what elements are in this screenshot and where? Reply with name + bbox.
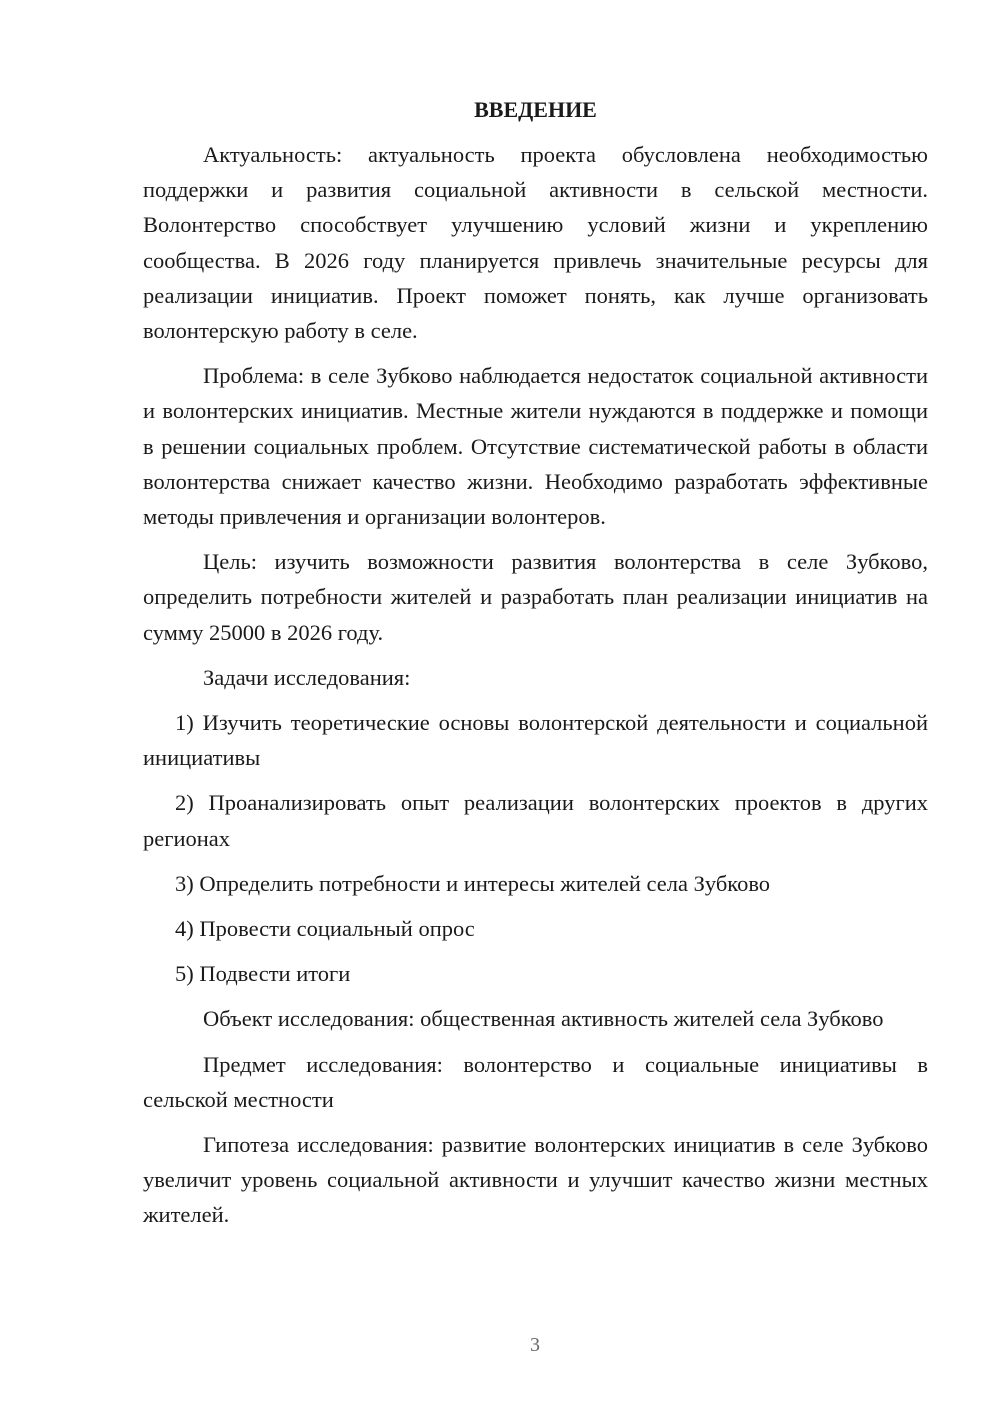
document-page [143,92,928,1243]
relevance-paragraph: Актуальность: актуальность проекта обусловлена необходимостью поддержки и развития социальной активности в сельской местности. Волонтерство способствует улучшению условий жизни и укреплению сообщества. В 2026 году планируется привлечь значительные ресурсы для реализации инициатив. Проект поможет понять, как лучше организовать волонтерскую работу в селе. [143,142,928,344]
task-item-2: 2) Проанализировать опыт реализации волонтерских проектов в других регионах [143,790,928,851]
hypothesis-paragraph: Гипотеза исследования: развитие волонтерских инициатив в селе Зубково увеличит уровень социальной активности и улучшит качество жизни местных жителей. [143,1132,928,1228]
task-item-1: 1) Изучить теоретические основы волонтерской деятельности и социальной инициативы [143,710,928,771]
tasks-title: Задачи исследования: [203,664,411,690]
problem-paragraph: Проблема: в селе Зубково наблюдается недостаток социальной активности и волонтерских инициатив. Местные жители нуждаются в поддержке и помощи в решении социальных проблем. Отсутствие систематической работы в области волонтерства снижает качество жизни. Необходимо разработать эффективные методы привлечения и организации волонтеров. [143,363,928,530]
task-item-4: 4) Провести социальный опрос [175,916,475,942]
tasks-list [143,705,928,991]
page-number: 3 [530,1334,540,1356]
object-paragraph: Объект исследования: общественная активность жителей села Зубково [203,1006,884,1032]
goal-paragraph: Цель: изучить возможности развития волонтерства в селе Зубково, определить потребности жителей и разработать план реализации инициатив на сумму 25000 в 2026 году. [143,549,928,645]
task-item-5: 5) Подвести итоги [175,961,351,987]
task-item-3: 3) Определить потребности и интересы жителей села Зубково [175,870,771,896]
subject-paragraph: Предмет исследования: волонтерство и социальные инициативы в сельской местности [143,1051,928,1112]
section-heading: ВВЕДЕНИЕ [474,97,597,122]
